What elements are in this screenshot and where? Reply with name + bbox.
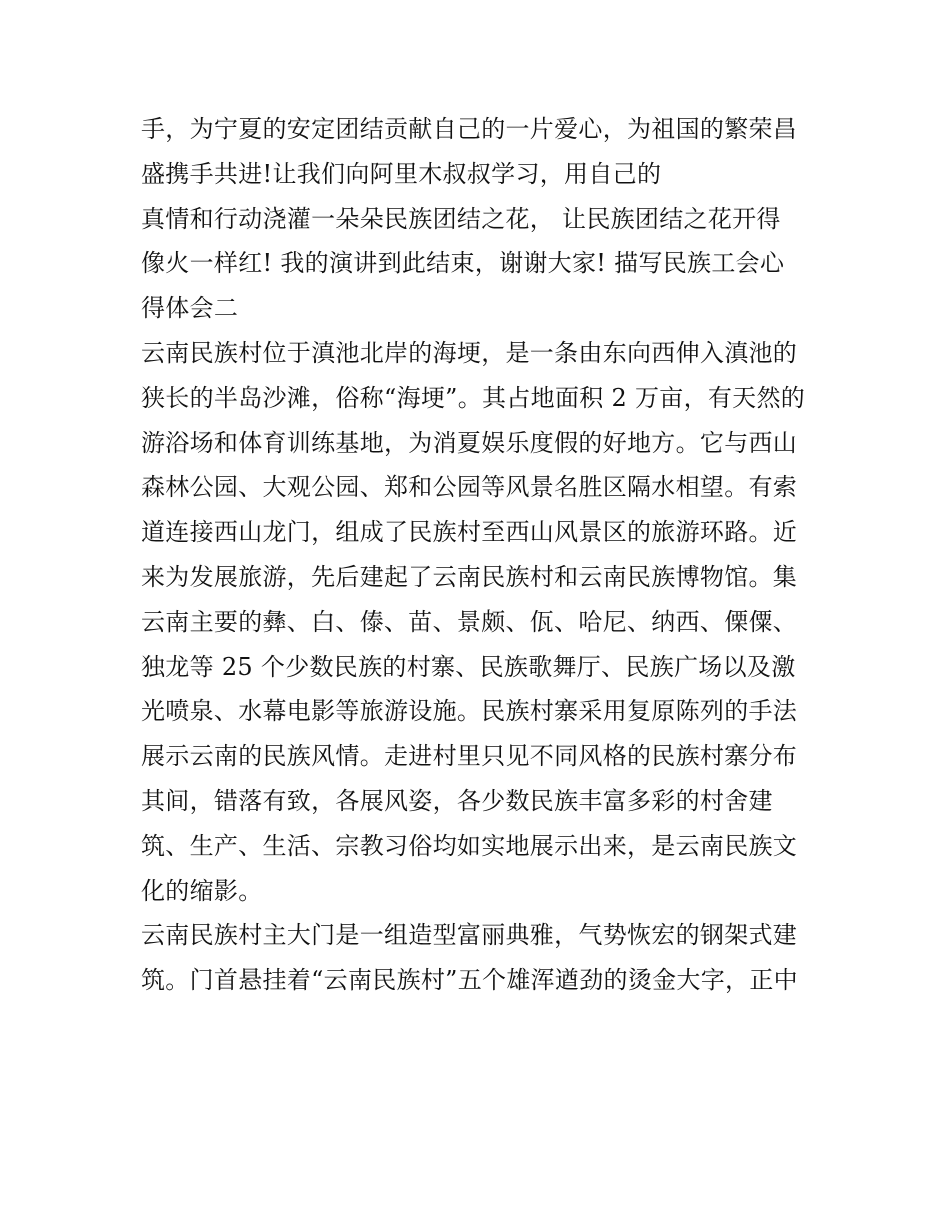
text-line: 手，为宁夏的安定团结贡献自己的一片爱心，为祖国的繁荣昌: [141, 115, 798, 143]
text-line: 狭长的半岛沙滩，俗称“海埂”。其占地面积 2 万亩，有天然的: [141, 383, 806, 412]
text-line: 像火一样红! 我的演讲到此结束，谢谢大家! 描写民族工会心: [141, 249, 785, 278]
body-text: [141, 107, 821, 1003]
text-line: 森林公园、大观公园、郑和公园等风景名胜区隔水相望。有索: [141, 473, 798, 502]
text-line: 盛携手共进!让我们向阿里木叔叔学习，用自己的: [141, 159, 662, 188]
text-line: 云南主要的彝、白、傣、苗、景颇、佤、哈尼、纳西、傈僳、: [141, 607, 798, 636]
text-line: 筑。门首悬挂着“云南民族村”五个雄浑遒劲的烫金大字，正中: [141, 966, 798, 995]
text-line: 化的缩影。: [141, 876, 263, 905]
text-line: 游浴场和体育训练基地，为消夏娱乐度假的好地方。它与西山: [141, 428, 798, 457]
text-line: 得体会二: [141, 294, 239, 323]
text-line: 筑、生产、生活、宗教习俗均如实地展示出来，是云南民族文: [141, 831, 798, 860]
text-line: 光喷泉、水幕电影等旅游设施。民族村寨采用复原陈列的手法: [141, 697, 798, 726]
text-line: 道连接西山龙门，组成了民族村至西山风景区的旅游环路。近: [141, 518, 798, 547]
text-line: 云南民族村主大门是一组造型富丽典雅，气势恢宏的钢架式建: [141, 921, 798, 950]
text-line: 云南民族村位于滇池北岸的海埂，是一条由东向西伸入滇池的: [141, 338, 798, 367]
text-line: 来为发展旅游，先后建起了云南民族村和云南民族博物馆。集: [141, 562, 798, 591]
text-line: 独龙等 25 个少数民族的村寨、民族歌舞厅、民族广场以及激: [141, 652, 796, 681]
text-line: 其间，错落有致，各展风姿，各少数民族丰富多彩的村舍建: [141, 786, 773, 815]
text-line: 真情和行动浇灌一朵朵民族团结之花， 让民族团结之花开得: [141, 204, 781, 233]
text-line: 展示云南的民族风情。走进村里只见不同风格的民族村寨分布: [141, 742, 798, 771]
